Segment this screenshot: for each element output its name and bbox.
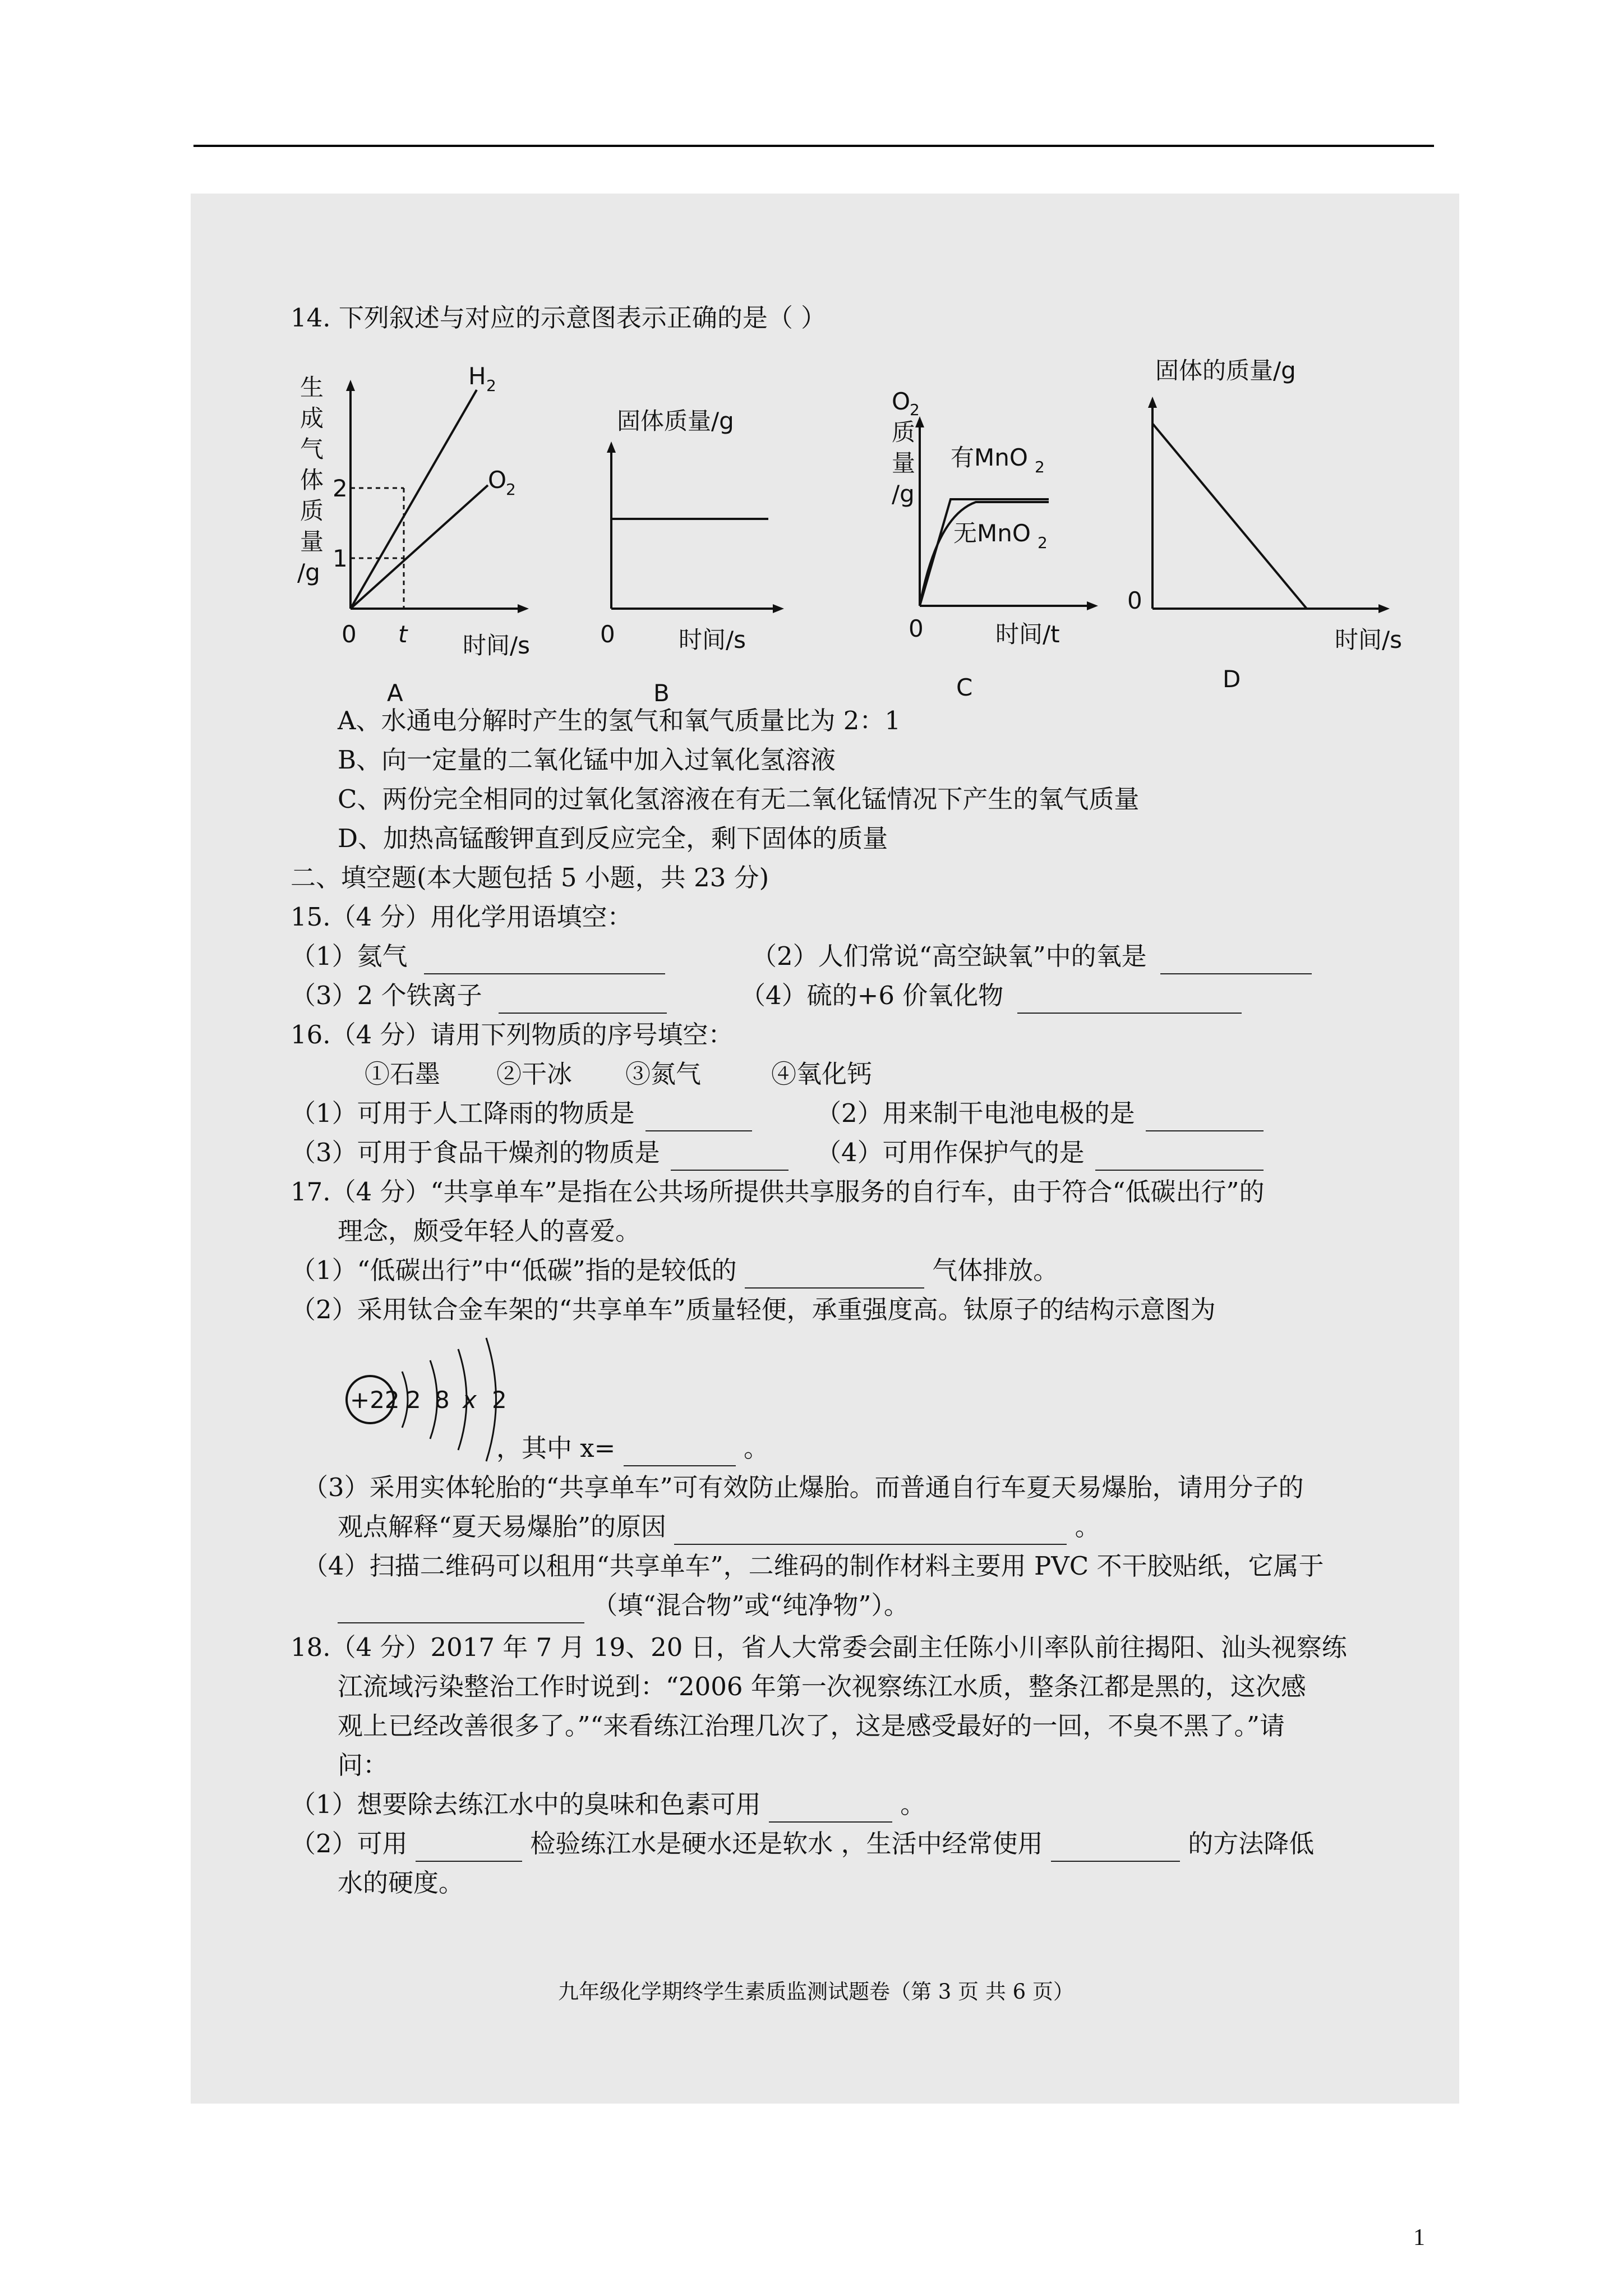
graph-c-origin: 0 (909, 615, 924, 642)
graph-a-y-arrow (346, 380, 355, 391)
q15-item-4 (740, 978, 1242, 1014)
q17-part-3b (338, 1509, 1100, 1545)
graph-a-svg (294, 362, 531, 715)
graph-a-h2-label: H (468, 362, 486, 390)
q18-blank-3[interactable] (1051, 1836, 1180, 1862)
graph-b-ylabel: 固体质量/g (617, 407, 734, 435)
q15-item-2 (751, 938, 1312, 974)
q15-stem: 15.（4 分）用化学用语填空： (291, 902, 633, 932)
graph-c-ylabel-4: /g (892, 480, 915, 508)
graph-d-origin: 0 (1127, 587, 1142, 614)
atom-shell-3: x (463, 1386, 477, 1414)
q14-option-c: C、两份完全相同的过氧化氢溶液在有无二氧化锰情况下产生的氧气质量 (338, 784, 1140, 814)
graph-c-curve2-label: 无MnO (953, 519, 1031, 547)
graph-c-ylabel-2: 质 (892, 418, 916, 446)
q16-choice-4: ④氧化钙 (771, 1059, 873, 1089)
graph-d-ylabel: 固体的质量/g (1155, 357, 1296, 384)
q17-part-2-x-end: 。 (744, 1433, 769, 1463)
graph-b-origin: 0 (600, 620, 615, 648)
graph-a-ylabel-1: 成 (300, 404, 324, 432)
q16-blank-2[interactable] (1146, 1106, 1264, 1131)
q17-blank-1[interactable] (745, 1263, 924, 1289)
q18-line-4: 问： (338, 1750, 389, 1780)
graph-c-ylabel-3: 量 (892, 449, 916, 477)
graph-b-x-arrow (773, 604, 784, 613)
graph-c (892, 381, 1161, 715)
graph-a-tick-2: 2 (333, 475, 348, 502)
graph-c-x-arrow (1087, 601, 1098, 610)
q17-blank-2[interactable] (624, 1441, 736, 1466)
graph-a-tick-1: 1 (333, 545, 348, 572)
graph-c-curve2-sub: 2 (1038, 533, 1048, 552)
graph-d (1122, 357, 1459, 715)
graph-d-id: D (1223, 665, 1241, 693)
graph-b (594, 407, 830, 715)
q15-item-3 (291, 978, 667, 1014)
graph-a-origin: 0 (342, 620, 357, 648)
q15-blank-1[interactable] (424, 949, 665, 974)
q18-part-2-text-b: 检验练江水是硬水还是软水 ，生活中经常使用 (530, 1829, 1043, 1858)
q17-part-3b-text: 观点解释“夏天易爆胎”的原因 (338, 1512, 667, 1542)
q17-part-2-x-text: ，其中 x= (496, 1433, 616, 1463)
q18-part-1-text: （1）想要除去练江水中的臭味和色素可用 (291, 1789, 761, 1819)
graph-a-ylabel-0: 生 (300, 374, 324, 401)
q18-blank-2[interactable] (416, 1836, 522, 1862)
q17-part-3b-end: 。 (1075, 1512, 1100, 1542)
q17-part-3a: （3）采用实体轮胎的“共享单车”可有效防止爆胎。而普通自行车夏天易爆胎，请用分子的 (303, 1473, 1304, 1502)
graph-b-y-arrow (607, 441, 616, 453)
q18-line-3: 观上已经改善很多了。”“来看练江治理几次了，这是感受最好的一回，不臭不黑了。”请 (338, 1711, 1285, 1741)
q18-line-1: 18.（4 分）2017 年 7 月 19、20 日，省人大常委会副主任陈小川率队前往揭阳、汕头视察练 (291, 1632, 1347, 1662)
q17-part-2: （2）采用钛合金车架的“共享单车”质量轻便，承重强度高。钛原子的结构示意图为 (291, 1295, 1216, 1324)
q16-item-1 (291, 1096, 752, 1131)
q16-blank-3[interactable] (671, 1145, 789, 1171)
q18-part-1 (291, 1787, 925, 1823)
q16-item-2 (816, 1096, 1264, 1131)
graph-a-xlabel: 时间/s (463, 632, 531, 659)
graph-b-id: B (653, 679, 670, 707)
q18-line-2: 江流域污染整治工作时说到：“2006 年第一次视察练江水质，整条江都是黑的，这次感 (338, 1672, 1306, 1701)
graph-a-o2-line (351, 485, 488, 609)
q14-option-d: D、加热高锰酸钾直到反应完全，剩下固体的质量 (338, 823, 888, 853)
q16-choice-1: ①石墨 (365, 1059, 441, 1089)
q17-blank-3[interactable] (674, 1519, 1067, 1545)
q17-blank-4[interactable] (338, 1598, 584, 1623)
graph-a-ylabel-5: 量 (300, 528, 324, 555)
graph-b-svg (594, 407, 830, 715)
page-number: 1 (1413, 2225, 1425, 2251)
q18-blank-1[interactable] (769, 1797, 892, 1823)
graph-a-id: A (387, 679, 403, 707)
q18-part-2-text-c: 的方法降低 (1188, 1829, 1315, 1858)
graph-c-curve-without-mno2 (920, 502, 1049, 606)
atom-shell-4: 2 (492, 1386, 507, 1414)
section-2-heading: 二、填空题(本大题包括 5 小题，共 23 分) (291, 863, 769, 892)
graph-c-curve1-sub: 2 (1035, 458, 1045, 476)
graph-d-svg (1122, 357, 1459, 715)
graph-b-xlabel: 时间/s (679, 626, 746, 654)
q15-blank-4[interactable] (1017, 988, 1242, 1014)
graph-d-x-arrow (1378, 604, 1390, 613)
header-rule (193, 145, 1434, 147)
q16-item-4-text: （4）可用作保护气的是 (816, 1138, 1085, 1167)
graph-c-xlabel: 时间/t (995, 620, 1060, 648)
scanned-exam-page (191, 194, 1459, 2104)
q16-blank-1[interactable] (645, 1106, 752, 1131)
graph-a-ylabel-4: 质 (300, 497, 324, 524)
q17-part-4a: （4）扫描二维码可以租用“共享单车”，二维码的制作材料主要用 PVC 不干胶贴纸，它属于 (303, 1551, 1324, 1581)
graph-a (294, 362, 531, 715)
graph-a-ylabel-3: 体 (300, 466, 324, 494)
q16-item-4 (816, 1135, 1264, 1171)
q18-part-1-end: 。 (900, 1789, 926, 1819)
q17-part-1-text: （1）“低碳出行”中“低碳”指的是较低的 (291, 1255, 737, 1285)
graph-c-id: C (956, 674, 973, 701)
q17-part-4b (338, 1588, 909, 1623)
q16-item-3 (291, 1135, 789, 1171)
graph-a-o2-label: O (488, 466, 507, 494)
q15-blank-3[interactable] (499, 988, 667, 1014)
q16-stem: 16.（4 分）请用下列物质的序号填空： (291, 1020, 734, 1050)
q15-item-3-text: （3）2 个铁离子 (291, 981, 482, 1010)
atom-nucleus: +22 (350, 1386, 400, 1414)
graph-c-ylabel-1: 2 (910, 401, 920, 419)
q14-option-b: B、向一定量的二氧化锰中加入过氧化氢溶液 (338, 745, 836, 775)
graph-a-ylabel-2: 气 (300, 435, 324, 463)
graph-c-curve-with-mno2 (920, 499, 1049, 606)
q17-part-4b-text: （填“混合物”或“纯净物”）。 (592, 1590, 909, 1620)
graph-a-h2-line (351, 390, 477, 609)
graph-a-x-arrow (518, 604, 529, 613)
q15-blank-2[interactable] (1160, 949, 1312, 974)
graph-c-curve1-label: 有MnO (951, 444, 1028, 471)
q18-part-2-text-a: （2）可用 (291, 1829, 408, 1858)
q16-item-2-text: （2）用来制干电池电极的是 (816, 1098, 1135, 1128)
q14-stem: 14. 下列叙述与对应的示意图表示正确的是（ ） (291, 303, 827, 333)
q15-item-1-text: （1）氦气 (291, 941, 408, 971)
q15-item-4-text: （4）硫的+6 价氧化物 (740, 981, 1004, 1010)
graph-a-h2-sub: 2 (486, 376, 496, 395)
q17-part-1-end: 气体排放。 (932, 1255, 1059, 1285)
q18-part-2 (291, 1826, 1314, 1862)
q16-blank-4[interactable] (1095, 1145, 1264, 1171)
atom-shell-2: 8 (435, 1386, 450, 1414)
q16-choice-2: ②干冰 (496, 1059, 573, 1089)
q17-stem-1: 17.（4 分）“共享单车”是指在公共场所提供共享服务的自行车，由于符合“低碳出行”的 (291, 1177, 1265, 1207)
q16-item-3-text: （3）可用于食品干燥剂的物质是 (291, 1138, 660, 1167)
q17-part-1 (291, 1253, 1058, 1289)
graph-d-y-arrow (1148, 397, 1157, 408)
q17-part-2-x (496, 1430, 769, 1466)
q14-option-a: A、水通电分解时产生的氢气和氧气质量比为 2：1 (338, 706, 901, 735)
graph-c-ylabel-0: O (892, 388, 911, 415)
graph-a-ylabel-6: /g (297, 559, 320, 586)
graph-d-line (1152, 424, 1307, 609)
q15-item-1 (291, 938, 665, 974)
graph-d-xlabel: 时间/s (1335, 626, 1403, 654)
q16-choice-3: ③氮气 (625, 1059, 702, 1089)
q16-item-1-text: （1）可用于人工降雨的物质是 (291, 1098, 635, 1128)
graph-a-ylabel (297, 374, 324, 586)
graph-c-svg (892, 381, 1161, 715)
q17-stem-2: 理念，颇受年轻人的喜爱。 (338, 1216, 641, 1246)
q18-part-2-end: 水的硬度。 (338, 1868, 464, 1898)
atom-shell-1: 2 (406, 1386, 421, 1414)
q15-item-2-text: （2）人们常说“高空缺氧”中的氧是 (751, 941, 1147, 971)
graph-a-t: t (398, 620, 408, 648)
page-footer: 九年级化学期终学生素质监测试题卷（第 3 页 共 6 页） (558, 1980, 1074, 2004)
graph-a-o2-sub: 2 (506, 480, 516, 499)
